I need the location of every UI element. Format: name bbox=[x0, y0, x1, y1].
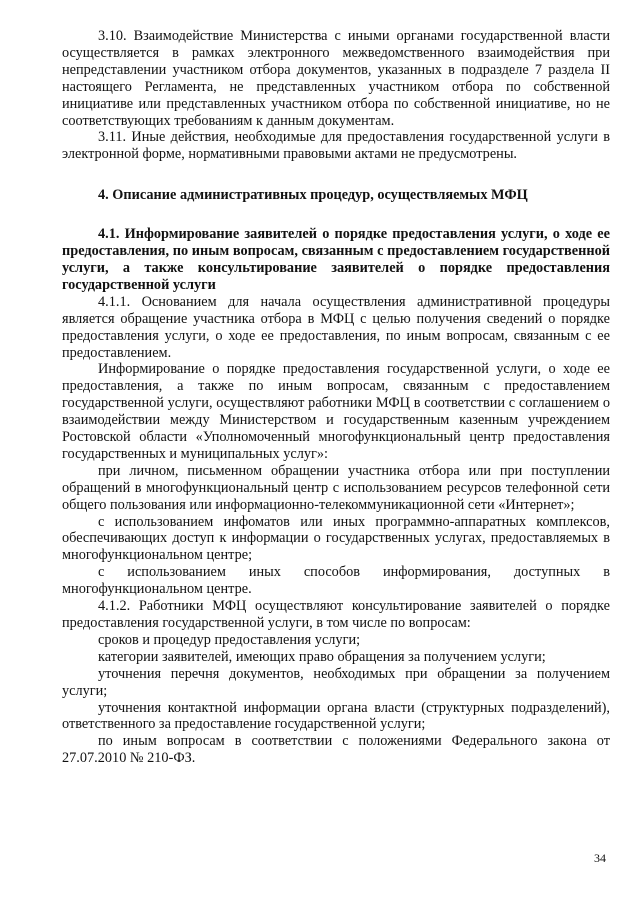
paragraph-4-1-1: 4.1.1. Основанием для начала осуществления административной процедуры является обращение участника отбора в МФЦ с целью получения сведений о порядке предоставления услуги, о ходе ее предоставления, по иным вопросам, связанным с ее предоставлением. bbox=[62, 293, 610, 361]
subsection-4-1-heading: 4.1. Информирование заявителей о порядке предоставления услуги, о ходе ее предоставления, по иным вопросам, связанным с предоставлением государственной услуги, а также консультирование заявителей о порядке предоставления государственной услуги bbox=[62, 226, 610, 293]
list-item-personal-request: при личном, письменном обращении участника отбора или при поступлении обращений в многофункциональный центр с использованием ресурсов телефонной сети общего пользования или информационно-телекоммуникационной сети «Интернет»; bbox=[62, 462, 610, 513]
list-item-documents: уточнения перечня документов, необходимых при обращении за получением услуги; bbox=[62, 665, 610, 699]
paragraph-3-11: 3.11. Иные действия, необходимые для предоставления государственной услуги в электронной форме, нормативными правовыми актами не предусмотрены. bbox=[62, 129, 610, 163]
paragraph-informing: Информирование о порядке предоставления государственной услуги, о ходе ее предоставления, а также по иным вопросам, связанным с предоставлением государственной услуги, осуществляют работники МФЦ в соответствии с соглашением о взаимодействии между Министерством и государственным казенным учреждением Ростовской области «Уполномоченный многофункциональный центр предоставления государственных и муниципальных услуг»: bbox=[62, 361, 610, 462]
paragraph-3-10: 3.10. Взаимодействие Министерства с иными органами государственной власти осуществляется в рамках электронного межведомственного взаимодействия при непредставлении участником отбора документов, указанных в подразделе 7 раздела II настоящего Регламента, не представленных участником отбора по собственной инициативе или представленных участником отбора по собственной инициативе, но не соответствующих требованиям к данным документам. bbox=[62, 28, 610, 129]
list-item-other-questions: по иным вопросам в соответствии с положениями Федерального закона от 27.07.2010 № 210-ФЗ. bbox=[62, 733, 610, 767]
list-item-other-ways: с использованием иных способов информирования, доступных в многофункциональном центре. bbox=[62, 564, 610, 598]
list-item-contacts: уточнения контактной информации органа власти (структурных подразделений), ответственного за предоставление государственной услуги; bbox=[62, 699, 610, 733]
section-4-heading: 4. Описание административных процедур, осуществляемых МФЦ bbox=[98, 187, 528, 204]
list-item-terms: сроков и процедур предоставления услуги; bbox=[98, 631, 361, 648]
paragraph-4-1-2: 4.1.2. Работники МФЦ осуществляют консультирование заявителей о порядке предоставления государственной услуги, в том числе по вопросам: bbox=[62, 598, 610, 631]
page-number: 34 bbox=[594, 851, 606, 865]
document-page bbox=[62, 28, 610, 767]
list-item-categories: категории заявителей, имеющих право обращения за получением услуги; bbox=[98, 648, 546, 665]
list-item-infomats: с использованием инфоматов или иных программно-аппаратных комплексов, обеспечивающих доступ к информации о государственных услугах, предоставляемых в многофункциональном центре; bbox=[62, 513, 610, 564]
